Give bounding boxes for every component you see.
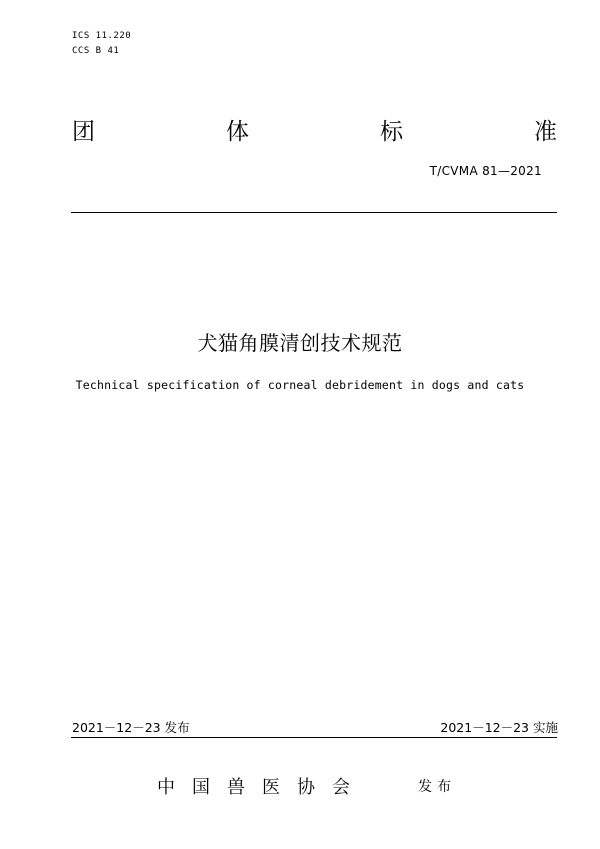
standard-type-char: 标 xyxy=(380,119,403,145)
standard-type-char: 准 xyxy=(534,119,557,145)
ics-code: ICS 11.220 xyxy=(72,31,132,41)
title-chinese: 犬猫角膜清创技术规范 xyxy=(197,331,403,355)
issuer-name: 中国兽医协会 xyxy=(157,777,367,798)
ccs-code: CCS B 41 xyxy=(72,46,120,56)
implementation-date: 2021－12－23 实施 xyxy=(440,720,558,735)
standard-type-char: 团 xyxy=(72,119,95,145)
title-english: Technical specification of corneal debridement in dogs and cats xyxy=(75,378,525,392)
standard-type-heading xyxy=(72,117,557,147)
standard-type-char: 体 xyxy=(226,119,249,145)
top-divider xyxy=(71,212,557,213)
bottom-divider xyxy=(71,737,557,738)
issue-date: 2021－12－23 发布 xyxy=(72,720,190,735)
issuer-suffix: 发布 xyxy=(418,779,456,795)
standard-code: T/CVMA 81—2021 xyxy=(429,164,542,178)
